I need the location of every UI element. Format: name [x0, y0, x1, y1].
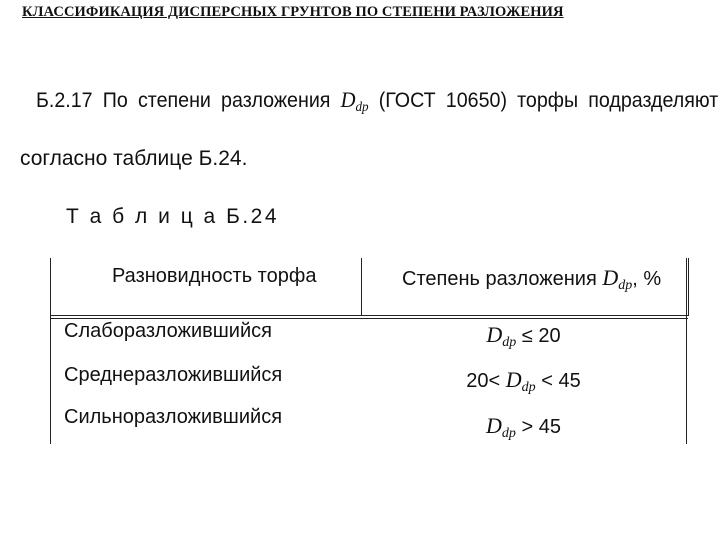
- row-2-peat-type: Среднеразложившийся: [64, 364, 283, 386]
- table-border-middle: [361, 258, 362, 316]
- peat-classification-table: [50, 258, 688, 444]
- table-border-right-outer: [688, 258, 689, 316]
- row-3-decomposition: $D_{dp} > 45$: [486, 413, 561, 441]
- header-peat-type: Разновидность торфа: [112, 265, 317, 287]
- row-1-peat-type: Слаборазложившийся: [64, 320, 272, 342]
- paragraph-line-2: согласно таблице Б.24.: [20, 147, 248, 170]
- decomposition-symbol: $D_{dp}$: [340, 87, 369, 115]
- paragraph-text-before: Б.2.17 По степени разложения: [36, 89, 331, 112]
- slide-title: КЛАССИФИКАЦИЯ ДИСПЕРСНЫХ ГРУНТОВ ПО СТЕПЕНИ РАЗЛОЖЕНИЯ: [22, 4, 564, 20]
- table-border-left: [50, 258, 51, 444]
- row-3-peat-type: Сильноразложившийся: [64, 406, 283, 428]
- row-1-decomposition: $D_{dp} \le 20$: [486, 322, 561, 350]
- paragraph-line-1: [36, 87, 718, 116]
- table-border-right: [686, 258, 687, 444]
- paragraph-text-after: (ГОСТ 10650) торфы подразделяют: [378, 89, 719, 112]
- header-decomposition-degree: Степень разложения $D_{dp}$, %: [402, 265, 662, 293]
- header-divider-top: [50, 315, 688, 316]
- row-2-decomposition: $20< D_{dp} < 45$: [466, 367, 581, 395]
- header-divider-bottom: [50, 318, 688, 319]
- table-caption: Т а б л и ц а Б.24: [66, 205, 280, 228]
